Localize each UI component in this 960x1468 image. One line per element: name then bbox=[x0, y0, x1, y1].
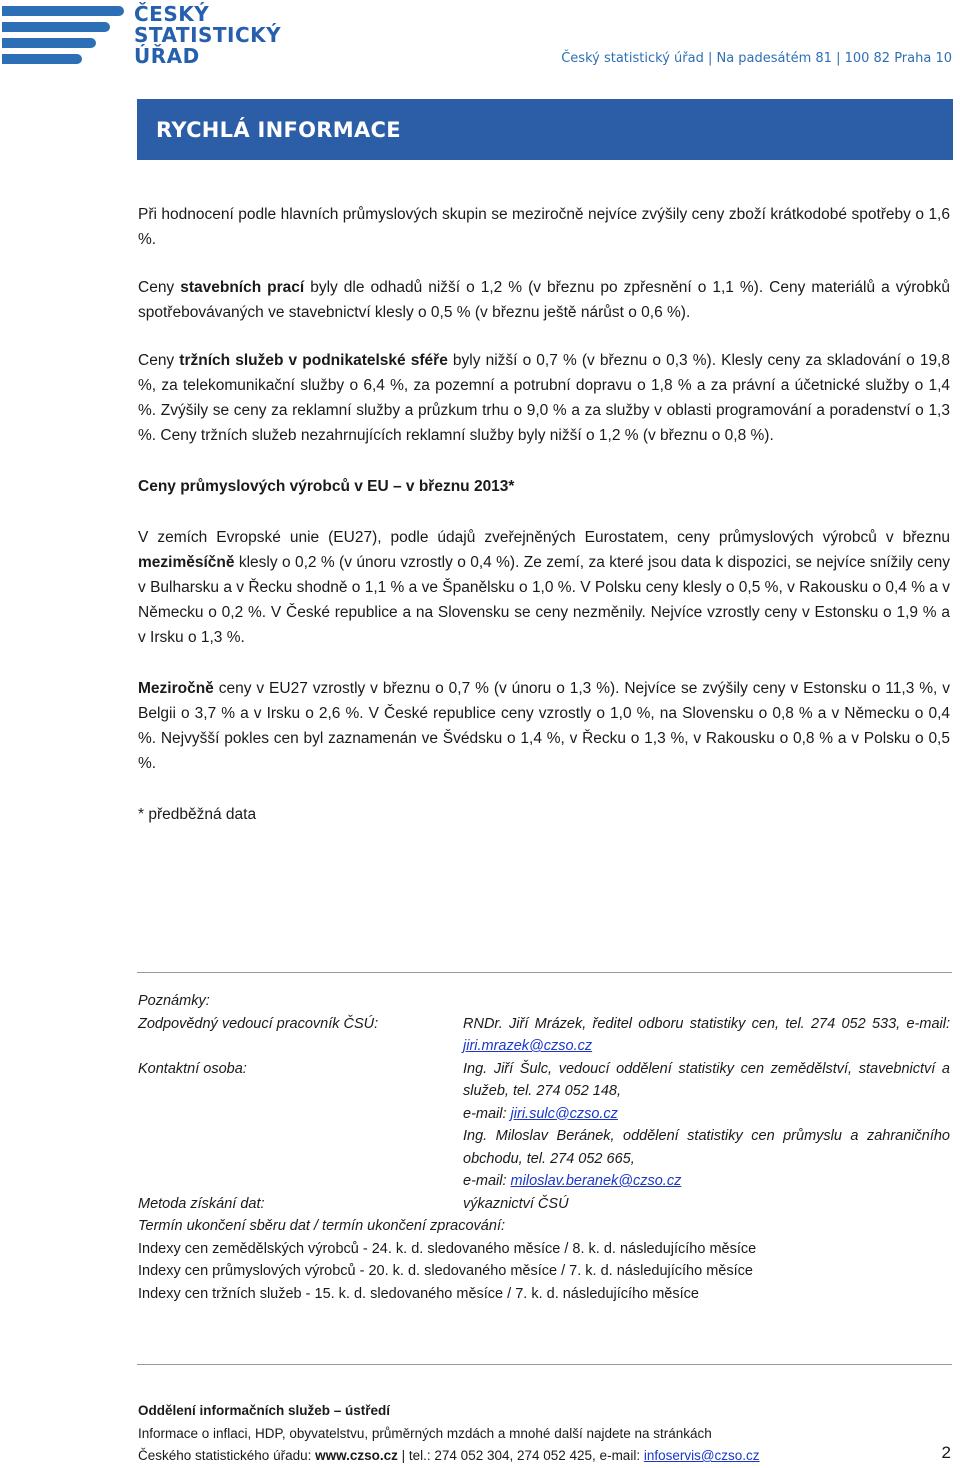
notes-title: Poznámky: bbox=[138, 993, 210, 1009]
paragraph-construction: Ceny stavebních prací byly dle odhadů nižší o 1,2 % (v březnu po zpřesnění o 1,1 %). Ceny materiálů a výrobků spotřebovávaných ve stavebnictví klesly o 0,5 % (v březnu ještě nárůst o 0,6 %). bbox=[138, 279, 950, 321]
logo-bars-icon bbox=[2, 6, 124, 70]
responsible-email-link[interactable]: jiri.mrazek@czso.cz bbox=[463, 1038, 593, 1054]
responsible-label: Zodpovědný vedoucí pracovník ČSÚ: bbox=[138, 1015, 379, 1032]
czso-logo bbox=[0, 0, 290, 74]
notes-row-responsible bbox=[138, 1013, 950, 1058]
page-number: 2 bbox=[941, 1443, 951, 1462]
banner bbox=[137, 99, 953, 160]
footer bbox=[138, 1400, 950, 1468]
method-label: Metoda získání dat: bbox=[138, 1195, 265, 1212]
logo-wordmark bbox=[134, 4, 281, 67]
main-content bbox=[138, 202, 950, 827]
paragraph-eu-monthly: V zemích Evropské unie (EU27), podle údajů zveřejněných Eurostatem, ceny průmyslových výrobců v březnu meziměsíčně klesly o 0,2 % (v únoru vzrostly o 0,4 %). Ze zemí, za které jsou data k dispozici, se nejvíce snížily ceny v Bulharsku a v Řecku shodně o 1,1 % a ve Španělsku o 1,0 %. V Polsku ceny klesly o 0,5 %, v Rakousku o 0,4 % a v Německu o 0,2 %. V České republice a na Slovensku se ceny nezměnily. Nejvíce vzrostly ceny v Estonsku o 1,9 % a v Irsku o 1,3 %. bbox=[138, 529, 950, 646]
logo-line-1: ČESKÝ bbox=[134, 2, 210, 26]
contact2-email-link[interactable]: miloslav.beranek@czso.cz bbox=[510, 1173, 682, 1189]
paragraph-eu-yearly: Meziročně ceny v EU27 vzrostly v březnu o 0,7 % (v únoru o 1,3 %). Nejvíce se zvýšily ceny v Estonsku o 11,3 %, v Belgii o 3,7 % a v Irsku o 2,6 %. V České republice ceny vzrostly o 1,0 %, na Slovensku o 0,8 % a v Německu o 0,4 %. Nejvyšší pokles cen byl zaznamenán ve Švédsku o 1,4 %, v Řecku o 1,3 %, v Rakousku o 0,8 % a v Polsku o 0,5 %. bbox=[138, 680, 950, 772]
deadline-services: Indexy cen tržních služeb - 15. k. d. sledovaného měsíce / 7. k. d. následujícího měsíce bbox=[138, 1285, 699, 1302]
footer-info: Informace o inflaci, HDP, obyvatelstvu, průměrných mzdách a mnohé další najdete na stránkách bbox=[138, 1425, 712, 1441]
paragraph-market-services: Ceny tržních služeb v podnikatelské sféře byly nižší o 0,7 % (v březnu o 0,3 %). Klesly ceny za skladování o 19,8 %, za telekomunikační služby o 6,4 %, za pozemní a potrubní dopravu o 1,8 % a za právní a účetnické služby o 1,4 %. Zvýšily se ceny za reklamní služby a průzkum trhu o 9,0 % a za služby v oblasti programování a poradenství o 1,3 %. Ceny tržních služeb nezahrnujících reklamní služby byly nižší o 1,2 % (v březnu o 0,8 %). bbox=[138, 352, 950, 444]
divider-footer bbox=[137, 1364, 952, 1365]
notes-section bbox=[138, 990, 950, 1305]
paragraph-industry-groups: Při hodnocení podle hlavních průmyslových skupin se meziročně nejvíce zvýšily ceny zboží krátkodobé spotřeby o 1,6 %. bbox=[138, 206, 950, 248]
footer-contacts: Českého statistického úřadu: www.czso.cz | tel.: 274 052 304, 274 052 425, e-mail: infoservis@czso.cz bbox=[138, 1448, 760, 1463]
deadline-industry: Indexy cen průmyslových výrobců - 20. k. d. sledovaného měsíce / 7. k. d. následujícího měsíce bbox=[138, 1263, 753, 1279]
method-value: výkaznictví ČSÚ bbox=[463, 1195, 569, 1212]
footnote: * předběžná data bbox=[138, 806, 257, 823]
footer-email-link[interactable]: infoservis@czso.cz bbox=[643, 1448, 760, 1463]
footer-website-link[interactable]: www.czso.cz bbox=[315, 1448, 398, 1463]
divider-notes bbox=[137, 972, 952, 973]
deadline-agriculture: Indexy cen zemědělských výrobců - 24. k. d. sledovaného měsíce / 8. k. d. následujícího měsíce bbox=[138, 1240, 757, 1257]
contact-value: Ing. Jiří Šulc, vedoucí oddělení statistiky cen zemědělství, stavebnictví a služeb, tel. 274 052 148, e-mail: jiri.sulc@czso.cz Ing. Miloslav Beránek, oddělení statistiky cen průmyslu a zahraničního obchodu, tel. 274 052 665, e-mail: miloslav.beranek@czso.cz bbox=[463, 1060, 950, 1189]
banner-title: RYCHLÁ INFORMACE bbox=[156, 118, 401, 142]
header-address: Český statistický úřad | Na padesátém 81 | 100 82 Praha 10 bbox=[561, 51, 952, 66]
section-heading-eu: Ceny průmyslových výrobců v EU – v březnu 2013* bbox=[138, 478, 515, 495]
contact-label: Kontaktní osoba: bbox=[138, 1060, 247, 1077]
footer-department: Oddělení informačních služeb – ústředí bbox=[138, 1403, 391, 1418]
notes-row-method bbox=[138, 1193, 950, 1216]
deadline-label: Termín ukončení sběru dat / termín ukončení zpracování: bbox=[138, 1218, 505, 1234]
responsible-value: RNDr. Jiří Mrázek, ředitel odboru statistiky cen, tel. 274 052 533, e-mail: jiri.mrazek@czso.cz bbox=[463, 1015, 950, 1054]
notes-row-contact bbox=[138, 1058, 950, 1193]
logo-line-3: ÚŘAD bbox=[134, 44, 200, 68]
logo-line-2: STATISTICKÝ bbox=[134, 23, 282, 47]
contact1-email-link[interactable]: jiri.sulc@czso.cz bbox=[510, 1105, 618, 1122]
